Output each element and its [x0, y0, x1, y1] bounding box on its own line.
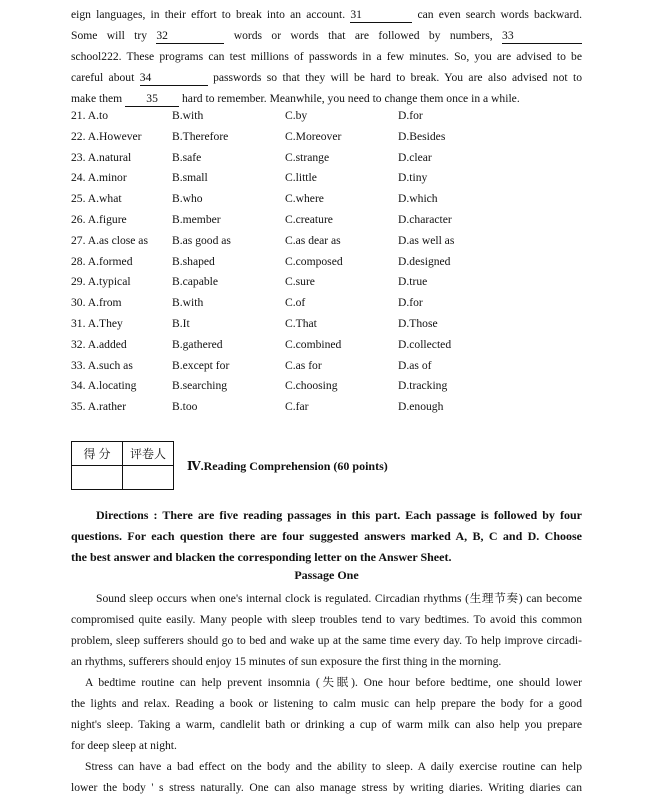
option-a: 33. A.such as — [71, 358, 133, 372]
blank-35: 35 — [125, 91, 179, 107]
option-d: D.which — [398, 192, 438, 206]
passage-line: night's sleep. Taking a warm, candlelit bath or drinking a cup of warm milk can also help you prepare — [71, 718, 582, 731]
cloze-line-2 — [71, 25, 582, 46]
option-c: C.of — [285, 296, 306, 310]
option-row-28 — [71, 252, 582, 273]
option-row-34 — [71, 376, 582, 397]
option-c: C.creature — [285, 212, 333, 226]
option-d: D.for — [398, 296, 423, 310]
option-row-23 — [71, 148, 582, 169]
option-row-32 — [71, 335, 582, 356]
passage-title: Passage One — [294, 568, 359, 582]
option-a: 22. A.However — [71, 129, 142, 143]
option-b: B.with — [172, 296, 204, 310]
option-b: B.shaped — [172, 254, 215, 268]
blank-34: 34 — [140, 70, 208, 86]
cloze-line-3: school222. These programs can test millions of passwords in a few minutes. So, you are advised to be — [71, 50, 582, 63]
option-a: 29. A.typical — [71, 275, 131, 289]
cloze-line-1 — [71, 4, 582, 25]
option-a: 27. A.as close as — [71, 233, 148, 247]
option-b: B.small — [172, 171, 208, 185]
section-title: Ⅳ.Reading Comprehension (60 points) — [187, 459, 388, 473]
option-row-24 — [71, 168, 582, 189]
option-d: D.designed — [398, 254, 451, 268]
option-d: D.as well as — [398, 233, 455, 247]
cloze-text: make them — [71, 92, 123, 105]
option-a: 30. A.from — [71, 296, 122, 310]
option-row-26 — [71, 210, 582, 231]
score-box — [71, 441, 174, 490]
cloze-text: hard to remember. Meanwhile, you need to change them once in a while. — [182, 92, 520, 105]
option-a: 26. A.figure — [71, 212, 127, 226]
option-b: B.gathered — [172, 337, 223, 351]
option-row-21 — [71, 106, 582, 127]
option-row-22 — [71, 127, 582, 148]
option-a: 28. A.formed — [71, 254, 133, 268]
option-c: C.where — [285, 192, 324, 206]
passage-line: lower the body ' s stress naturally. One can also manage stress by writing diaries. Writing diaries can — [71, 781, 582, 794]
directions — [71, 505, 582, 568]
option-a: 25. A.what — [71, 192, 122, 206]
option-a: 32. A.added — [71, 337, 127, 351]
option-b: B.as good as — [172, 233, 231, 247]
option-c: C.composed — [285, 254, 343, 268]
option-b: B.capable — [172, 275, 219, 289]
option-c: C.Moreover — [285, 129, 342, 143]
blank-33: 33 — [502, 28, 582, 44]
directions-line: the best answer and blacken the corresponding letter on the Answer Sheet. — [71, 550, 452, 564]
option-c: C.combined — [285, 337, 342, 351]
option-c: C.sure — [285, 275, 315, 289]
option-b: B.searching — [172, 379, 228, 393]
option-a: 23. A.natural — [71, 150, 132, 164]
option-d: D.character — [398, 212, 452, 226]
option-b: B.too — [172, 400, 198, 414]
option-d: D.as of — [398, 358, 432, 372]
directions-line: questions. For each question there are four suggested answers marked A, B, C and D. Choose — [71, 529, 582, 543]
cloze-text: passwords so that they will be hard to break. You are also advised not to — [213, 71, 583, 84]
option-a: 31. A.They — [71, 316, 123, 330]
option-d: D.clear — [398, 150, 432, 164]
passage-line: an rhythms, sufferers should enjoy 15 minutes of sun exposure the first thing in the morning. — [71, 655, 502, 668]
option-d: D.for — [398, 109, 423, 122]
option-c: C.as dear as — [285, 233, 341, 247]
cloze-line-4 — [71, 67, 582, 88]
option-b: B.who — [172, 192, 203, 206]
option-b: B.It — [172, 316, 190, 330]
passage-line: Sound sleep occurs when one's internal clock is regulated. Circadian rhythms (生理节奏) can become — [96, 592, 582, 605]
option-row-31 — [71, 314, 582, 335]
option-c: C.as for — [285, 358, 322, 372]
option-a: 21. A.to — [71, 109, 109, 122]
score-label: 得 分 — [72, 442, 123, 466]
passage-line: A bedtime routine can help prevent insomnia (失眠). One hour before bedtime, one should lower — [85, 676, 582, 689]
cloze-text: can even search words backward. — [417, 8, 583, 21]
option-row-27 — [71, 231, 582, 252]
directions-line: Directions : There are five reading passages in this part. Each passage is followed by four — [96, 508, 582, 522]
grader-label: 评卷人 — [123, 442, 174, 466]
blank-31: 31 — [350, 7, 412, 23]
option-row-35 — [71, 397, 582, 418]
passage-line: compromised quite easily. Many people with sleep troubles tend to vary bedtimes. To avoid this common — [71, 613, 582, 626]
option-row-25 — [71, 189, 582, 210]
option-d: D.enough — [398, 400, 444, 414]
option-b: B.Therefore — [172, 129, 229, 143]
option-b: B.safe — [172, 150, 202, 164]
cloze-text: careful about — [71, 71, 135, 84]
options-list — [71, 106, 582, 418]
passage-line: Stress can have a bad effect on the body and the ability to sleep. A daily exercise routine can help — [85, 760, 582, 773]
option-c: C.choosing — [285, 379, 338, 393]
option-a: 34. A.locating — [71, 379, 137, 393]
option-c: C.little — [285, 171, 317, 185]
option-d: D.true — [398, 275, 428, 289]
option-d: D.tracking — [398, 379, 448, 393]
passage-line: the lights and relax. Reading a book or listening to calm music can help prepare the body for a good — [71, 697, 582, 710]
option-a: 24. A.minor — [71, 171, 127, 185]
passage-line: for deep sleep at night. — [71, 739, 177, 752]
option-a: 35. A.rather — [71, 400, 127, 414]
option-d: D.collected — [398, 337, 452, 351]
score-cell — [72, 466, 123, 490]
cloze-text: words or words that are followed by numbers, — [233, 29, 493, 42]
option-b: B.except for — [172, 358, 230, 372]
passage-line: problem, sleep sufferers should go to bed and wake up at the same time every day. To help improve circadi- — [71, 634, 582, 647]
cloze-text: eign languages, in their effort to break into an account. — [71, 8, 346, 21]
option-b: B.with — [172, 109, 204, 122]
grader-cell — [123, 466, 174, 490]
blank-32: 32 — [156, 28, 224, 44]
option-row-33 — [71, 356, 582, 377]
option-row-29 — [71, 272, 582, 293]
option-c: C.by — [285, 109, 308, 122]
option-d: D.tiny — [398, 171, 428, 185]
option-d: D.Those — [398, 316, 438, 330]
cloze-passage-tail — [71, 4, 582, 109]
option-c: C.That — [285, 316, 317, 330]
option-row-30 — [71, 293, 582, 314]
option-c: C.far — [285, 400, 309, 414]
cloze-text: Some will try — [71, 29, 148, 42]
option-c: C.strange — [285, 150, 330, 164]
option-d: D.Besides — [398, 129, 446, 143]
passage-one — [71, 588, 582, 798]
option-b: B.member — [172, 212, 221, 226]
